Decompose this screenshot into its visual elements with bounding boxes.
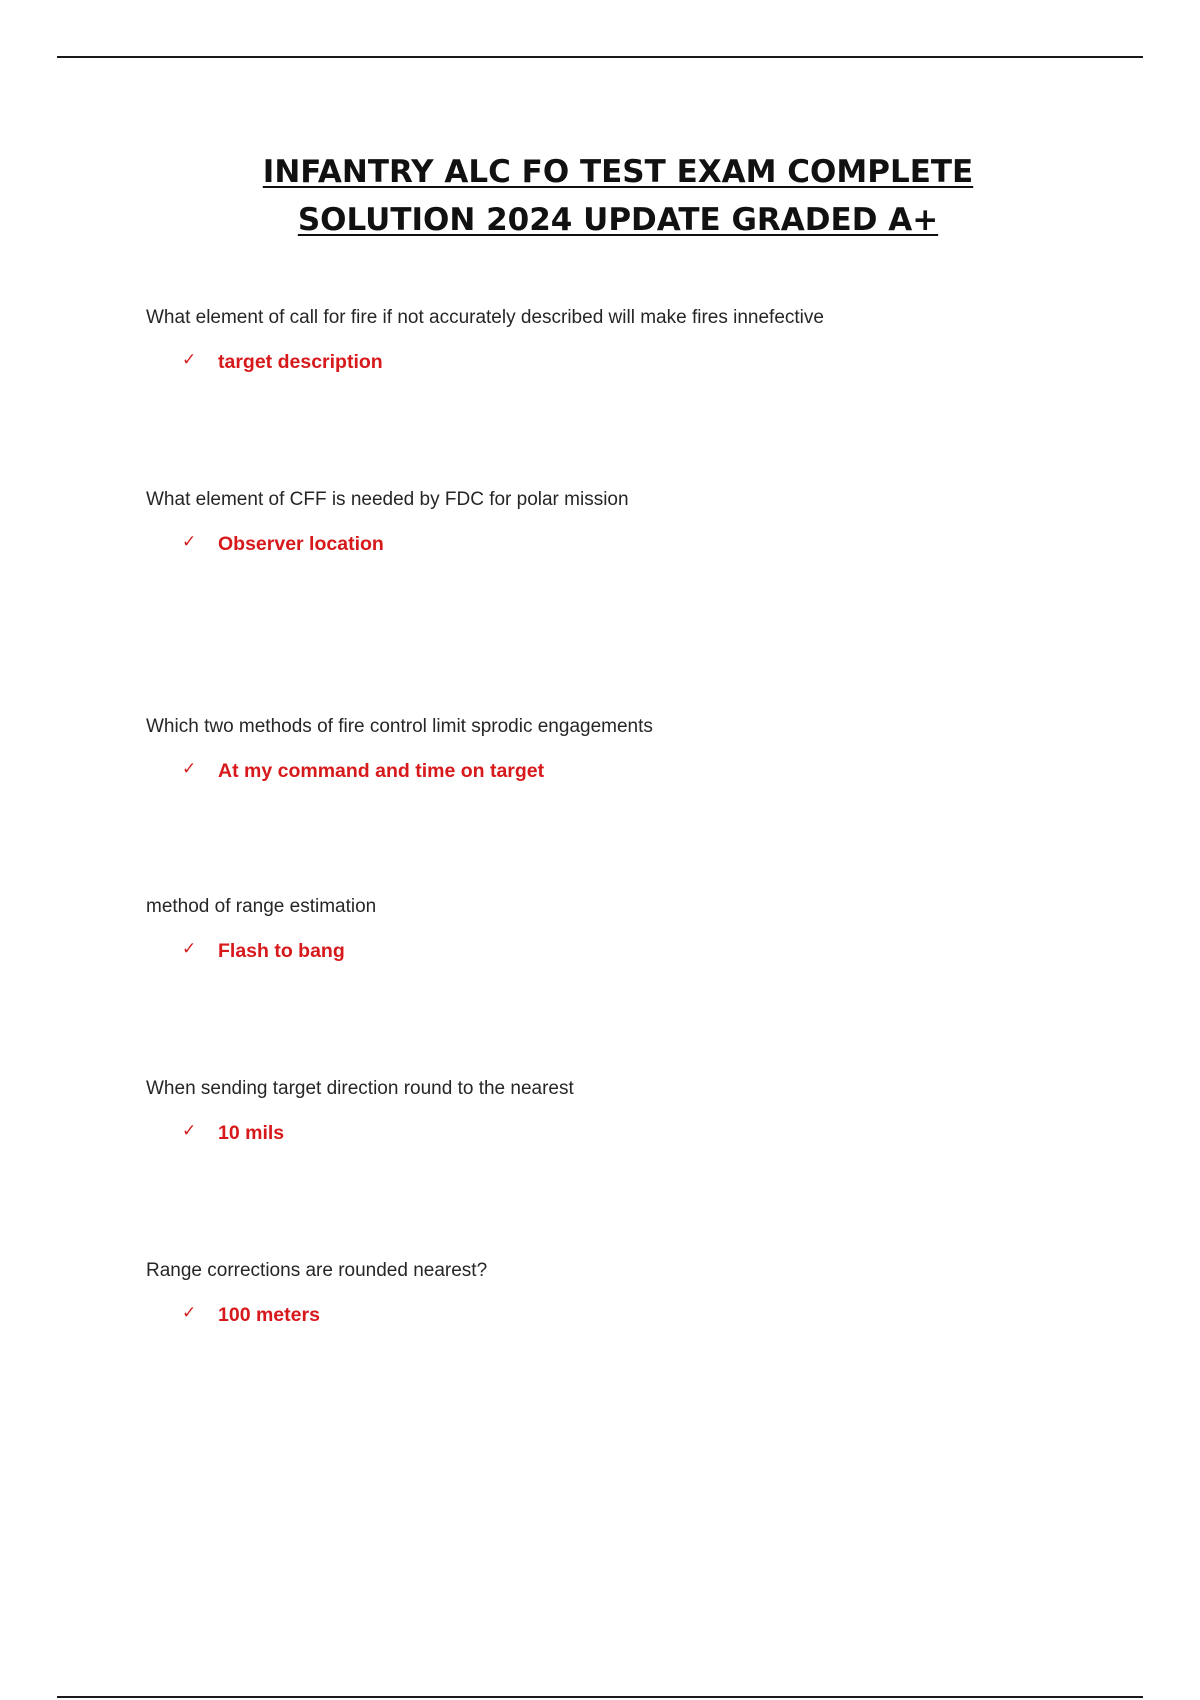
answer-text: At my command and time on target (218, 760, 545, 782)
question-text: When sending target direction round to the nearest (146, 1078, 574, 1099)
page-title (0, 148, 1200, 244)
question-text: Range corrections are rounded nearest? (146, 1260, 488, 1281)
answer-text: target description (218, 351, 383, 373)
check-icon: ✓ (182, 1121, 197, 1141)
question-text: What element of CFF is needed by FDC for polar mission (146, 489, 629, 510)
answer-text: Flash to bang (218, 940, 345, 962)
question-text: What element of call for fire if not accurately described will make fires innefective (146, 307, 824, 328)
title-line-1: INFANTRY ALC FO TEST EXAM COMPLETE (262, 154, 974, 190)
check-icon: ✓ (182, 1303, 197, 1323)
answer-text: Observer location (218, 533, 384, 555)
answer-row (146, 1302, 1106, 1332)
answer-text: 10 mils (218, 1122, 285, 1144)
question-text: Which two methods of fire control limit sprodic engagements (146, 716, 653, 737)
answer-row (146, 1120, 1106, 1150)
check-icon: ✓ (182, 350, 197, 370)
qa-item (146, 1077, 1106, 1150)
answer-row (146, 349, 1106, 379)
answer-text: 100 meters (218, 1304, 320, 1326)
qa-item (146, 1259, 1106, 1332)
check-icon: ✓ (182, 759, 197, 779)
question-text: method of range estimation (146, 896, 377, 917)
title-line-2: SOLUTION 2024 UPDATE GRADED A+ (297, 202, 939, 238)
bottom-rule (57, 1696, 1143, 1698)
qa-item (146, 715, 1106, 788)
qa-item (146, 895, 1106, 968)
answer-row (146, 758, 1106, 788)
check-icon: ✓ (182, 532, 197, 552)
check-icon: ✓ (182, 939, 197, 959)
qa-item (146, 488, 1106, 561)
answer-row (146, 938, 1106, 968)
qa-item (146, 306, 1106, 379)
answer-row (146, 531, 1106, 561)
top-rule (57, 56, 1143, 58)
